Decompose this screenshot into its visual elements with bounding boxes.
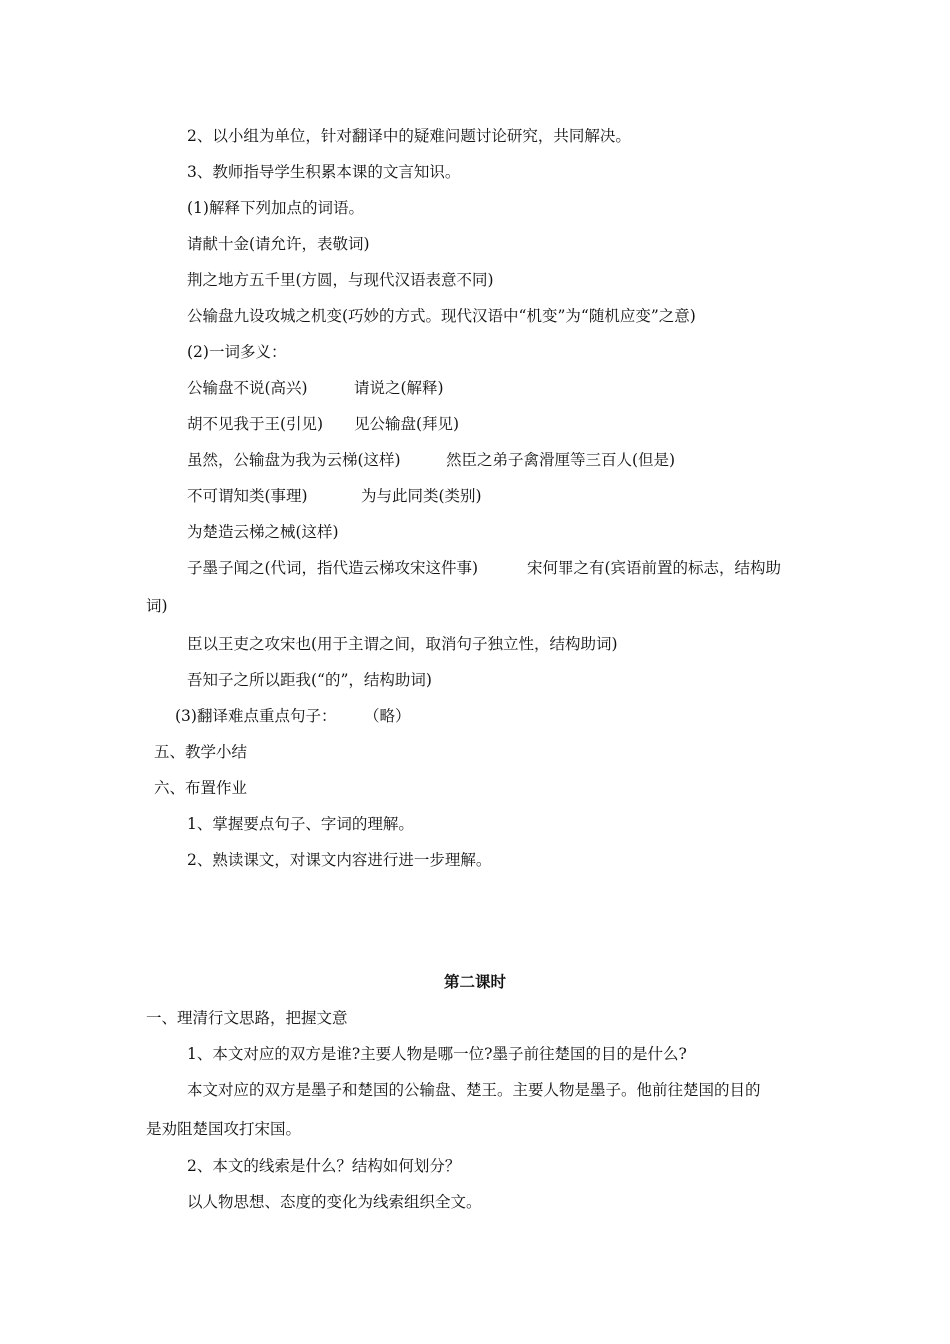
lesson-title: 第二课时 [443,972,506,991]
text-line: 请说之(解释) [354,379,444,397]
text-line: 公输盘九设攻城之机变(巧妙的方式。现代汉语中“机变”为“随机应变”之意) [187,307,696,325]
text-line: 请献十金(请允许，表敬词) [187,235,370,253]
text-line: 不可谓知类(事理) [187,487,308,505]
text-line: 为楚造云梯之械(这样) [187,523,339,541]
text-line: 本文对应的双方是墨子和楚国的公输盘、楚王。主要人物是墨子。他前往楚国的目的 [187,1081,761,1099]
text-line: （略） [364,707,411,725]
text-line: 2、本文的线索是什么？结构如何划分？ [187,1157,461,1175]
text-line: (3)翻译难点重点句子： [175,707,337,725]
text-line: 为与此同类(类别) [361,487,482,505]
text-line: (2)一词多义： [187,343,287,361]
text-line: (1)解释下列加点的词语。 [187,199,364,217]
text-line: 吾知子之所以距我(“的”，结构助词) [187,671,432,689]
text-line: 2、熟读课文，对课文内容进行进一步理解。 [187,851,492,869]
text-line: 公输盘不说(高兴) [187,379,308,397]
text-line: 胡不见我于王(引见) [187,415,324,433]
text-line: 3、教师指导学生积累本课的文言知识。 [187,163,461,181]
text-line: 子墨子闻之(代词，指代造云梯攻宋这件事) [187,559,479,577]
section-heading: 五、教学小结 [154,743,248,761]
text-line: 词) [146,597,168,615]
text-line: 荆之地方五千里(方圆，与现代汉语表意不同) [187,271,494,289]
text-line: 2、以小组为单位，针对翻译中的疑难问题讨论研究，共同解决。 [187,127,631,145]
text-line: 臣以王吏之攻宋也(用于主谓之间，取消句子独立性，结构助词) [187,635,618,653]
text-line: 虽然，公输盘为我为云梯(这样) [187,451,401,469]
text-line: 见公输盘(拜见) [354,415,460,433]
text-line: 是劝阻楚国攻打宋国。 [146,1120,302,1138]
text-line: 宋何罪之有(宾语前置的标志，结构助 [527,559,782,577]
text-line: 1、掌握要点句子、字词的理解。 [187,815,414,833]
text-line: 以人物思想、态度的变化为线索组织全文。 [187,1193,482,1211]
section-heading: 六、布置作业 [154,779,248,797]
text-line: 然臣之弟子禽滑厘等三百人(但是) [446,451,676,469]
section-heading: 一、理清行文思路，把握文意 [146,1009,348,1027]
text-line: 1、本文对应的双方是谁?主要人物是哪一位?墨子前往楚国的目的是什么? [187,1045,687,1063]
